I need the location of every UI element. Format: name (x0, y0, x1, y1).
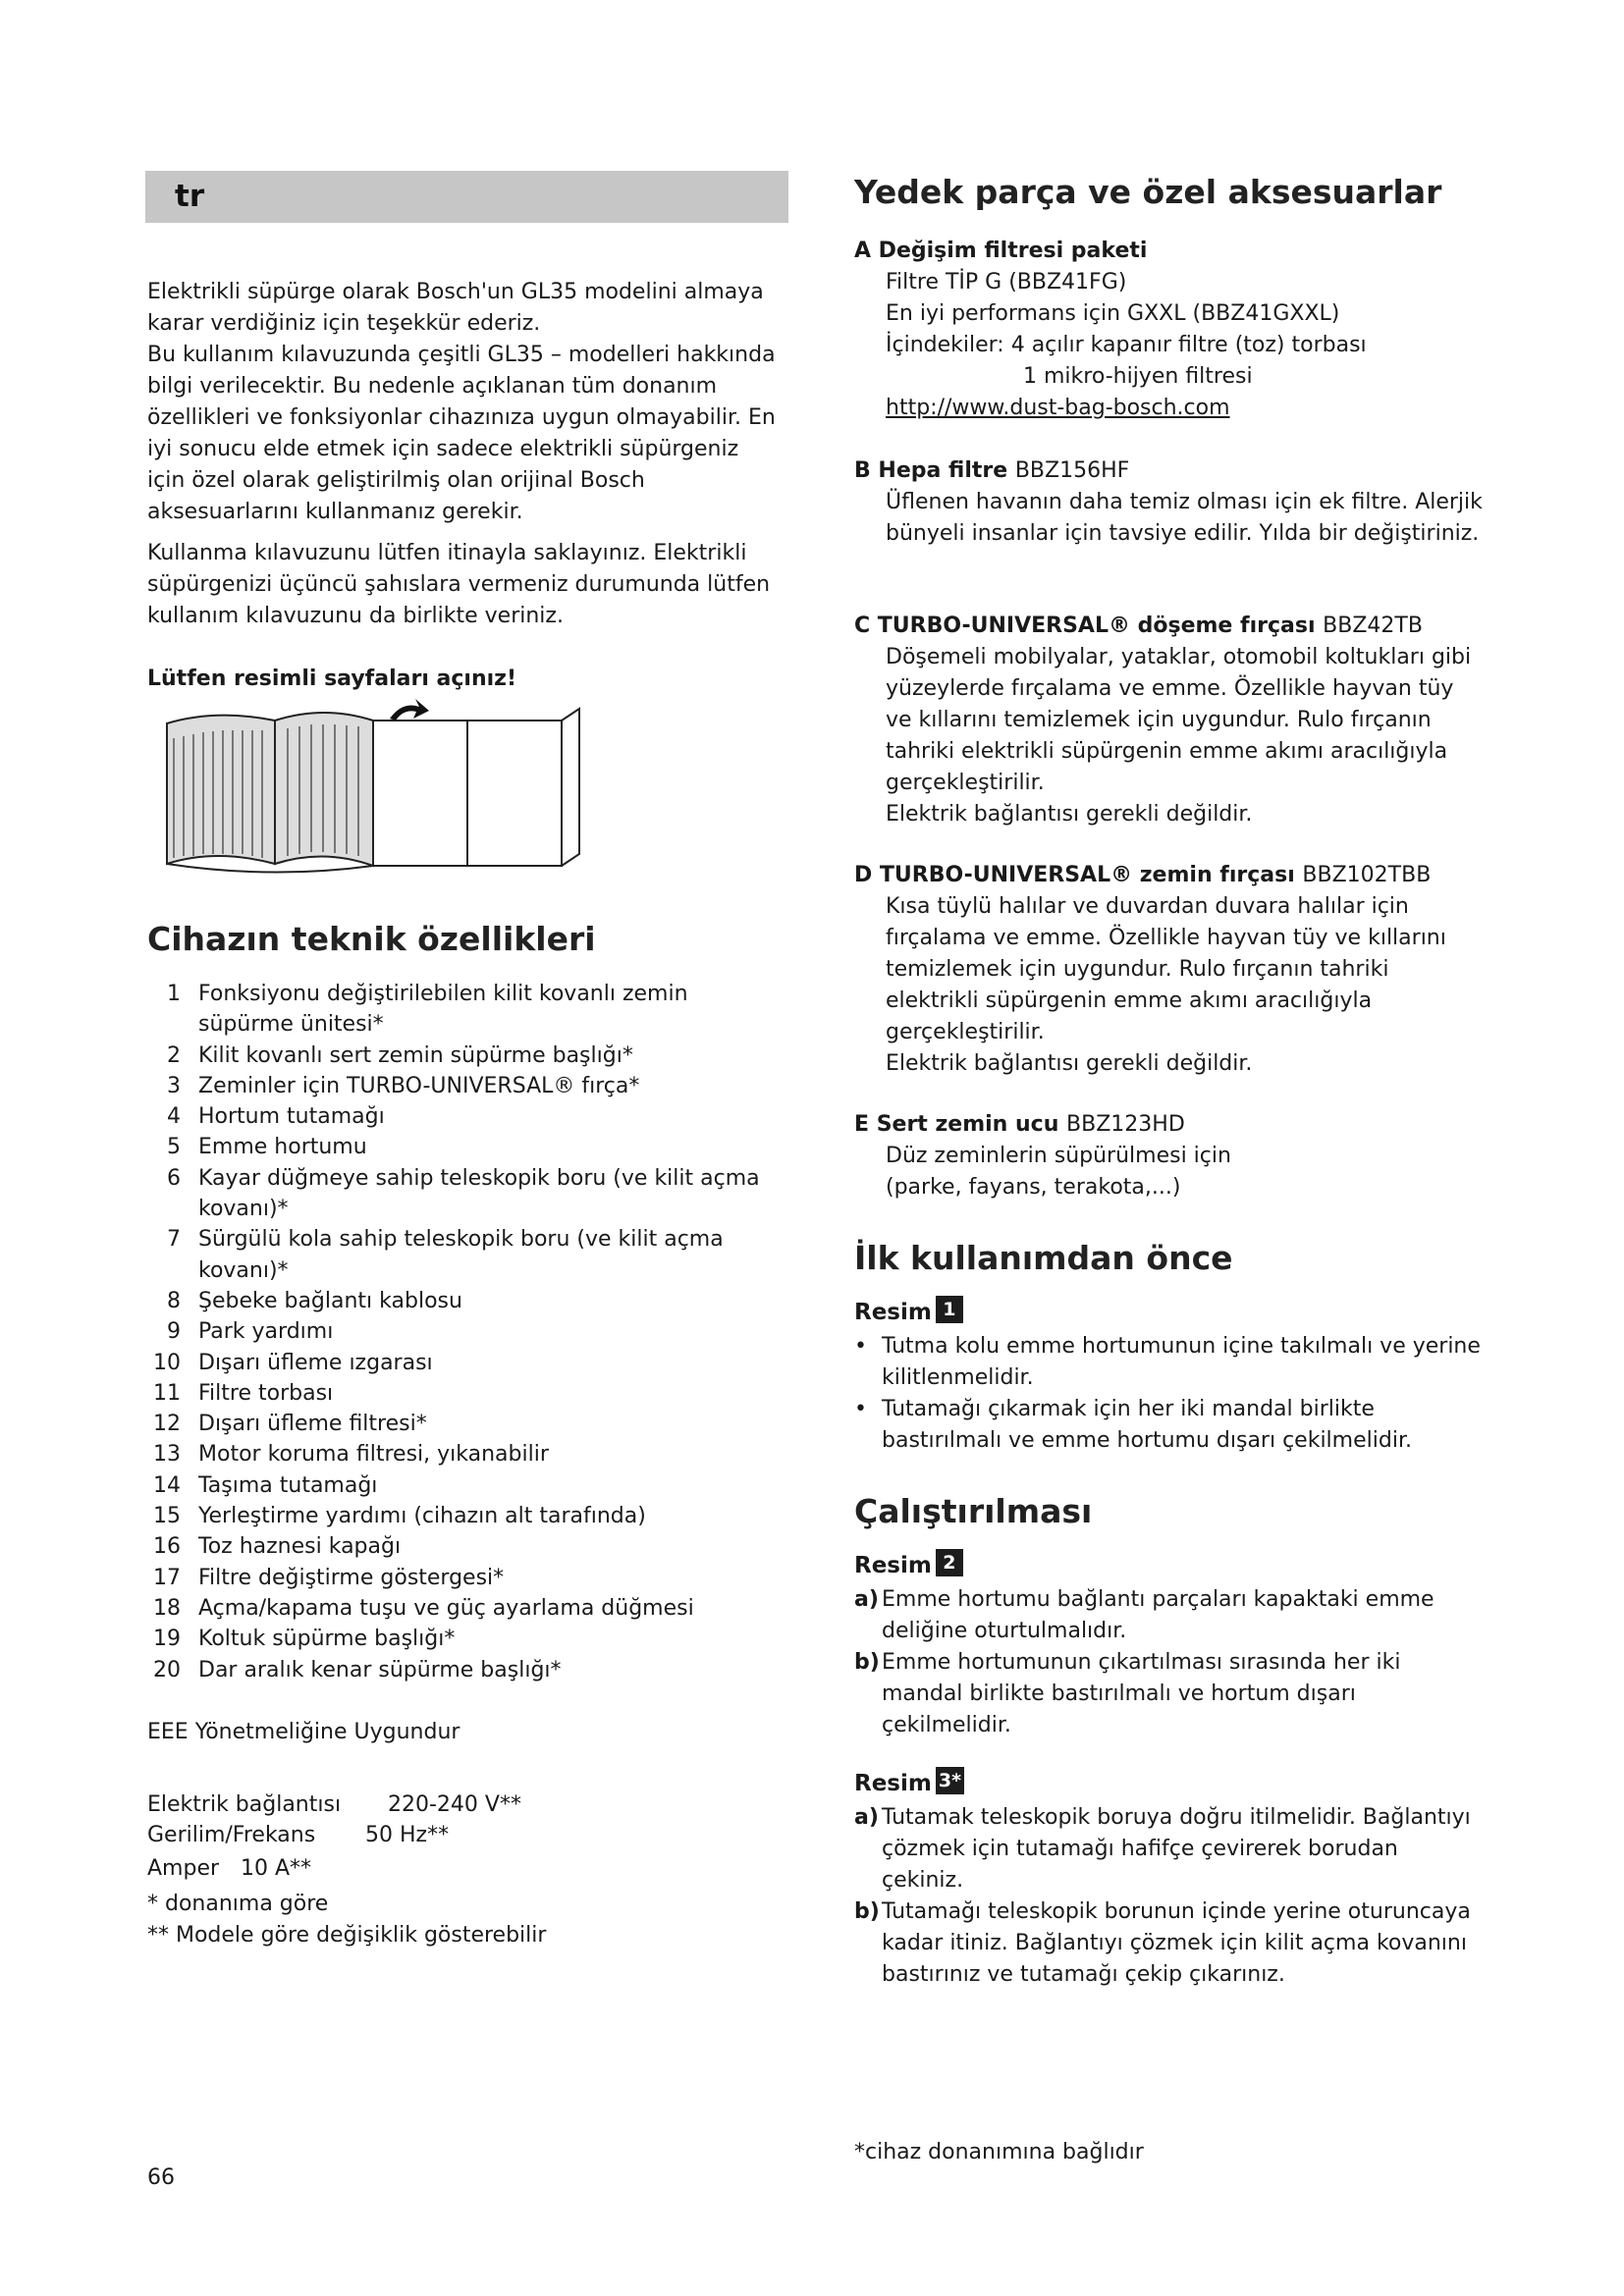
spec-item-text: Sürgülü kola sahip teleskopik boru (ve kilit açma kovanı)* (198, 1227, 724, 1283)
spec-item-number: 11 (153, 1380, 181, 1406)
spec-item (147, 1101, 785, 1132)
spec-item-number: 3 (167, 1073, 181, 1098)
figure-3-step-a: Tutamak teleskopik boruya doğru itilmelidir. Bağlantıyı çözmek için tutamağı hafifçe çevirerek borudan çekiniz. (882, 1805, 1471, 1893)
bullet-icon: • (854, 1334, 867, 1359)
spec-item (147, 1378, 785, 1409)
accessory-d-note: Elektrik bağlantısı gerekli değildir. (886, 1051, 1253, 1076)
electrical-connection (147, 1789, 521, 1820)
accessory-e-line-1: Düz zeminlerin süpürülmesi için (886, 1144, 1231, 1168)
spec-item (147, 1563, 785, 1593)
spec-item-number: 5 (167, 1135, 181, 1160)
spec-item (147, 1439, 785, 1469)
spec-item (147, 1655, 785, 1685)
page-turn-arrow-icon (390, 699, 429, 721)
spec-item-number: 17 (153, 1565, 181, 1590)
spec-item-text: Taşıma tutamağı (198, 1472, 378, 1498)
spec-item-text: Yerleştirme yardımı (cihazın alt tarafında) (198, 1504, 646, 1529)
accessory-c (854, 611, 1483, 830)
accessory-d-heading: D TURBO-UNIVERSAL® zemin fırçası (854, 863, 1295, 887)
spec-item-text: Filtre değiştirme göstergesi* (198, 1565, 505, 1590)
page-number: 66 (147, 2165, 175, 2190)
spec-item-text: Şebeke bağlantı kablosu (198, 1288, 462, 1313)
figure-3-label (854, 1767, 964, 1799)
eee-compliance: EEE Yönetmeliğine Uygundur (147, 1720, 460, 1744)
spec-item-text: Motor koruma filtresi, yıkanabilir (198, 1442, 549, 1468)
language-tag: tr (145, 171, 788, 223)
spec-item-text: Kayar düğmeye sahip teleskopik boru (ve kilit açma kovanı)* (198, 1165, 760, 1222)
accessory-e-code: BBZ123HD (1066, 1112, 1185, 1137)
spec-item-text: Filtre torbası (198, 1380, 334, 1406)
figure-2-step-b: Emme hortumunun çıkartılması sırasında her iki mandal birlikte bastırılmalı ve hortum dışarı çekilmelidir. (882, 1650, 1401, 1737)
accessory-d-code: BBZ102TBB (1302, 863, 1432, 887)
spec-item (147, 979, 785, 1041)
spec-item-number: 15 (153, 1504, 181, 1529)
spec-item-text: Açma/kapama tuşu ve güç ayarlama düğmesi (198, 1595, 694, 1621)
accessory-c-code: BBZ42TB (1323, 614, 1423, 638)
spec-item-number: 18 (153, 1595, 181, 1621)
first-use-step-2: Tutamağı çıkarmak için her iki mandal birlikte bastırılmalı ve emme hortumu dışarı çekilmelidir. (882, 1397, 1412, 1453)
footnote-model: ** Modele göre değişiklik gösterebilir (147, 1923, 547, 1948)
voltage-frequency-label: Gerilim/Frekans (147, 1823, 316, 1847)
operation-title: Çalıştırılması (854, 1492, 1093, 1530)
first-use-step-1: Tutma kolu emme hortumunun içine takılmalı ve yerine kilitlenmelidir. (882, 1334, 1481, 1390)
spec-item-number: 7 (167, 1227, 181, 1253)
voltage-frequency (147, 1820, 449, 1850)
spec-item-number: 9 (167, 1319, 181, 1345)
spec-item-number: 6 (167, 1165, 181, 1191)
spec-item-text: Dışarı üfleme filtresi* (198, 1412, 427, 1437)
spec-item (147, 1071, 785, 1101)
electrical-connection-value: 220-240 V** (388, 1792, 521, 1817)
spec-item-number: 10 (153, 1350, 181, 1375)
open-book-illustration (162, 699, 584, 876)
accessory-a-line-2: En iyi performans için GXXL (BBZ41GXXL) (886, 301, 1340, 326)
figure-1-label (854, 1296, 963, 1328)
intro-paragraph-3: Kullanma kılavuzunu lütfen itinayla saklayınız. Elektrikli süpürgenizi üçüncü şahıslara vermeniz durumunda lütfen kullanım kılavuzunu da birlikte veriniz. (147, 541, 771, 628)
spec-item-number: 19 (153, 1627, 181, 1652)
spec-item-number: 8 (167, 1288, 181, 1313)
figure-3-steps (854, 1802, 1483, 1991)
spec-item (147, 1531, 785, 1562)
intro-paragraph-2: Bu kullanım kılavuzunda çeşitli GL35 – modelleri hakkında bilgi verilecektir. Bu nedenle açıklanan tüm donanım özellikleri ve fonksiyonlar cihazınıza uygun olmayabilir. En iyi sonucu elde etmek için sadece elektrikli süpürgeniz için özel olarak geliştirilmiş olan orijinal Bosch aksesuarlarını kullanmanız gerekir. (147, 343, 776, 524)
figure-2-text: Resim (854, 1553, 932, 1578)
spec-item-number: 16 (153, 1534, 181, 1560)
spec-item-text: Toz haznesi kapağı (198, 1534, 402, 1560)
first-use-steps (854, 1331, 1483, 1457)
step-b-marker: b) (854, 1899, 880, 1924)
figure-3-badge: 3* (936, 1767, 964, 1794)
spec-item (147, 1163, 785, 1225)
first-use-title: İlk kullanımdan önce (854, 1239, 1233, 1277)
spec-item-number: 12 (153, 1412, 181, 1437)
accessory-b (854, 455, 1483, 550)
spec-item-text: Emme hortumu (198, 1135, 367, 1160)
accessory-a-line-4: 1 mikro-hijyen filtresi (1023, 364, 1253, 389)
spec-item-text: Zeminler için TURBO-UNIVERSAL® fırça* (198, 1073, 640, 1098)
figure-2-badge: 2 (936, 1549, 963, 1576)
specs-title: Cihazın teknik özellikleri (147, 920, 596, 958)
spec-item-number: 4 (167, 1104, 181, 1130)
accessory-a-line-3: İçindekiler: 4 açılır kapanır filtre (toz) torbası (886, 333, 1367, 357)
figure-3-text: Resim (854, 1771, 932, 1796)
figure-2-label (854, 1549, 963, 1581)
spec-item (147, 1501, 785, 1531)
open-pages-note: Lütfen resimli sayfaları açınız! (147, 667, 517, 691)
accessory-c-description: Döşemeli mobilyalar, yataklar, otomobil koltukları gibi yüzeylerde fırçalama ve emme. Özellikle hayvan tüy ve kıllarını temizlemek için uygundur. Rulo fırçanın tahriki elektrikli süpürgenin emme akımı aracılığıyla gerçekleştirilir. (886, 645, 1472, 795)
spec-item (147, 1286, 785, 1316)
spec-item (147, 1470, 785, 1501)
intro-paragraph-1: Elektrikli süpürge olarak Bosch'un GL35 modelini almaya karar verdiğiniz için teşekkür ederiz. (147, 280, 764, 336)
spec-item (147, 1041, 785, 1071)
spec-item-text: Dar aralık kenar süpürme başlığı* (198, 1657, 562, 1682)
accessory-a-heading: A Değişim filtresi paketi (854, 239, 1148, 263)
figure-2-steps (854, 1584, 1483, 1741)
equipment-footnote: *cihaz donanımına bağlıdır (854, 2140, 1144, 2164)
accessory-e-line-2: (parke, fayans, terakota,...) (886, 1175, 1181, 1200)
dust-bag-link[interactable]: http://www.dust-bag-bosch.com (886, 396, 1230, 420)
figure-3-step-b: Tutamağı teleskopik borunun içinde yerine oturuncaya kadar itiniz. Bağlantıyı çözmek için kilit açma kovanını bastırınız ve tutamağı çekip çıkarınız. (882, 1899, 1471, 1987)
accessory-b-description: Üflenen havanın daha temiz olması için ek filtre. Alerjik bünyeli insanlar için tavsiye edilir. Yılda bir değiştiriniz. (886, 490, 1483, 546)
spec-item-number: 13 (153, 1442, 181, 1468)
amperage-value: 10 A** (241, 1856, 312, 1881)
spec-item-text: Hortum tutamağı (198, 1104, 385, 1130)
specs-list (147, 979, 785, 1685)
spec-item (147, 1593, 785, 1624)
spec-item-text: Dışarı üfleme ızgarası (198, 1350, 433, 1375)
spec-item (147, 1348, 785, 1378)
bullet-icon: • (854, 1397, 867, 1421)
accessory-d (854, 860, 1483, 1080)
electrical-connection-label: Elektrik bağlantısı (147, 1792, 342, 1817)
accessory-c-heading: C TURBO-UNIVERSAL® döşeme fırçası (854, 614, 1316, 638)
spec-item (147, 1624, 785, 1654)
accessory-a-line-1: Filtre TİP G (BBZ41FG) (886, 270, 1127, 294)
spec-item (147, 1224, 785, 1286)
step-a-marker: a) (854, 1587, 879, 1612)
step-a-marker: a) (854, 1805, 879, 1830)
spec-item-number: 2 (167, 1042, 181, 1068)
spec-item-number: 20 (153, 1657, 181, 1682)
spec-item-text: Fonksiyonu değiştirilebilen kilit kovanlı zemin süpürme ünitesi* (198, 982, 688, 1038)
figure-1-text: Resim (854, 1300, 932, 1325)
step-b-marker: b) (854, 1650, 880, 1675)
amperage-label: Amper (147, 1856, 220, 1881)
accessory-a (854, 236, 1483, 424)
spec-item-number: 14 (153, 1472, 181, 1498)
spec-item-text: Kilit kovanlı sert zemin süpürme başlığı* (198, 1042, 633, 1068)
accessories-title: Yedek parça ve özel aksesuarlar (854, 173, 1442, 211)
spec-item-text: Park yardımı (198, 1319, 334, 1345)
voltage-frequency-value: 50 Hz** (365, 1823, 450, 1847)
accessory-e-heading: E Sert zemin ucu (854, 1112, 1059, 1137)
accessory-b-heading: B Hepa filtre (854, 458, 1008, 483)
amperage (147, 1853, 311, 1884)
accessory-d-description: Kısa tüylü halılar ve duvardan duvara halılar için fırçalama ve emme. Özellikle hayvan tüy ve kıllarını temizlemek için uygundur. Rulo fırçanın tahriki elektrikli süpürgenin emme akımı aracılığıyla gerçekleştirilir. (886, 894, 1446, 1044)
accessory-e (854, 1109, 1483, 1203)
spec-item (147, 1316, 785, 1347)
figure-2-step-a: Emme hortumu bağlantı parçaları kapaktaki emme deliğine oturtulmalıdır. (882, 1587, 1435, 1643)
accessory-c-note: Elektrik bağlantısı gerekli değildir. (886, 802, 1253, 827)
figure-1-badge: 1 (936, 1296, 963, 1323)
accessory-b-code: BBZ156HF (1014, 458, 1130, 483)
spec-item-number: 1 (167, 982, 181, 1006)
spec-item-text: Koltuk süpürme başlığı* (198, 1627, 456, 1652)
spec-item (147, 1409, 785, 1439)
spec-item (147, 1132, 785, 1162)
footnote-equipment: * donanıma göre (147, 1892, 329, 1916)
